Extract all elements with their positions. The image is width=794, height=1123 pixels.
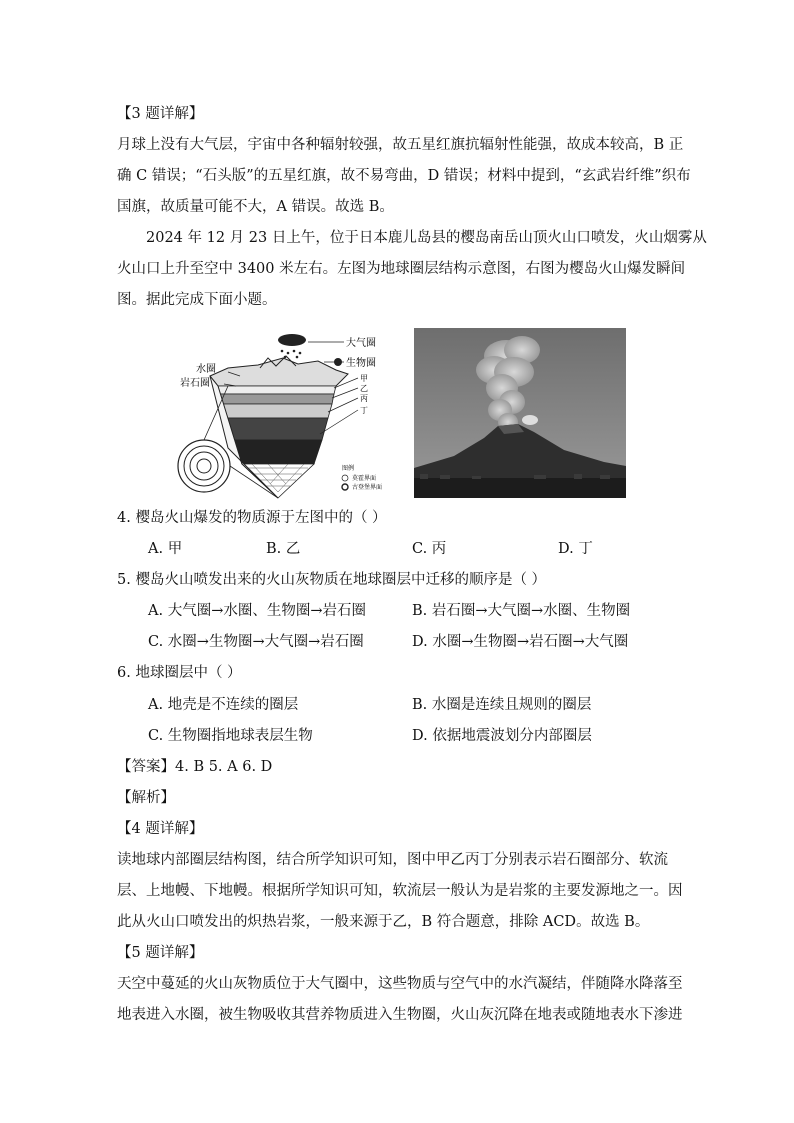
section-3-line-1: 月球上没有大气层，宇宙中各种辐射较强，故五星红旗抗辐射性能强，故成本较高，B 正 bbox=[117, 137, 684, 153]
question-4-option-d: D. 丁 bbox=[558, 541, 593, 557]
question-5-option-a: A. 大气圈→水圈、生物圈→岩石圈 bbox=[148, 603, 366, 619]
question-4-stem: 4. 樱岛火山爆发的物质源于左图中的（ ） bbox=[117, 510, 387, 526]
label-atmosphere: 大气圈 bbox=[346, 338, 376, 349]
section-5-line-1: 天空中蔓延的火山灰物质位于大气圈中，这些物质与空气中的水汽凝结，伴随降水降落至 bbox=[117, 976, 683, 992]
question-4-option-b: B. 乙 bbox=[266, 541, 301, 557]
label-biosphere: 生物圈 bbox=[346, 358, 376, 369]
label-hydrosphere: 水圈 bbox=[196, 364, 216, 375]
question-4-option-c: C. 丙 bbox=[412, 541, 447, 557]
question-5-option-c: C. 水圈→生物圈→大气圈→岩石圈 bbox=[148, 634, 364, 650]
analysis-heading: 【解析】 bbox=[117, 790, 175, 806]
section-4-line-2: 层、上地幔、下地幔。根据所学知识可知，软流层一般认为是岩浆的主要发源地之一。因 bbox=[117, 883, 683, 899]
legend-moho: 莫霍界面 bbox=[352, 475, 377, 482]
question-6-option-d: D. 依据地震波划分内部圈层 bbox=[412, 728, 592, 744]
question-6-option-c: C. 生物圈指地球表层生物 bbox=[148, 728, 313, 744]
section-4-line-1: 读地球内部圈层结构图，结合所学知识可知，图中甲乙丙丁分别表示岩石圈部分、软流 bbox=[117, 852, 668, 868]
question-5-option-b: B. 岩石圈→大气圈→水圈、生物圈 bbox=[412, 603, 631, 619]
section-4-heading: 【4 题详解】 bbox=[117, 821, 204, 837]
section-3-line-3: 国旗，故质量可能不大，A 错误。故选 B。 bbox=[117, 199, 394, 215]
question-5-stem: 5. 樱岛火山喷发出来的火山灰物质在地球圈层中迁移的顺序是（ ） bbox=[117, 572, 547, 588]
intro-line-2: 火山口上升至空中 3400 米左右。左图为地球圈层结构示意图，右图为樱岛火山爆发瞬间 bbox=[117, 261, 686, 277]
cloud-icon bbox=[278, 334, 306, 346]
legend-moho-icon bbox=[342, 475, 348, 481]
section-4-line-3: 此从火山口喷发出的炽热岩浆，一般来源于乙，B 符合题意，排除 ACD。故选 B。 bbox=[117, 914, 650, 930]
legend-title: 图例 bbox=[342, 465, 355, 472]
legend-gutenberg: 古登堡界面 bbox=[352, 484, 383, 491]
section-5-heading: 【5 题详解】 bbox=[117, 945, 204, 961]
question-6-option-b: B. 水圈是连续且规则的圈层 bbox=[412, 697, 592, 713]
label-yi: 乙 bbox=[360, 384, 368, 393]
rain-icon bbox=[281, 350, 302, 359]
legend-gutenberg-icon bbox=[342, 484, 348, 490]
section-3-heading: 【3 题详解】 bbox=[117, 106, 204, 122]
answer-line: 【答案】4. B 5. A 6. D bbox=[117, 759, 273, 775]
label-ding: 丁 bbox=[360, 406, 368, 415]
label-lithosphere: 岩石圈 bbox=[180, 378, 210, 389]
section-3-line-2: 确 C 错误；“石头版”的五星红旗，故不易弯曲，D 错误；材料中提到，“玄武岩纤维”织布 bbox=[117, 168, 691, 184]
question-6-option-a: A. 地壳是不连续的圈层 bbox=[148, 697, 299, 713]
label-bing: 丙 bbox=[360, 394, 368, 403]
intro-line-1: 2024 年 12 月 23 日上午，位于日本鹿儿岛县的樱岛南岳山顶火山口喷发，火山烟雾从 bbox=[146, 230, 707, 246]
question-5-option-d: D. 水圈→生物圈→岩石圈→大气圈 bbox=[412, 634, 629, 650]
earth-sphere-diagram bbox=[168, 328, 408, 500]
section-5-line-2: 地表进入水圈，被生物吸收其营养物质进入生物圈，火山灰沉降在地表或随地表水下渗进 bbox=[117, 1007, 683, 1023]
volcano-photo bbox=[414, 328, 626, 498]
question-4-option-a: A. 甲 bbox=[148, 541, 183, 557]
intro-line-3: 图。据此完成下面小题。 bbox=[117, 292, 277, 308]
bio-icon bbox=[334, 358, 342, 366]
question-6-stem: 6. 地球圈层中（ ） bbox=[117, 665, 242, 681]
label-jia: 甲 bbox=[360, 374, 368, 383]
